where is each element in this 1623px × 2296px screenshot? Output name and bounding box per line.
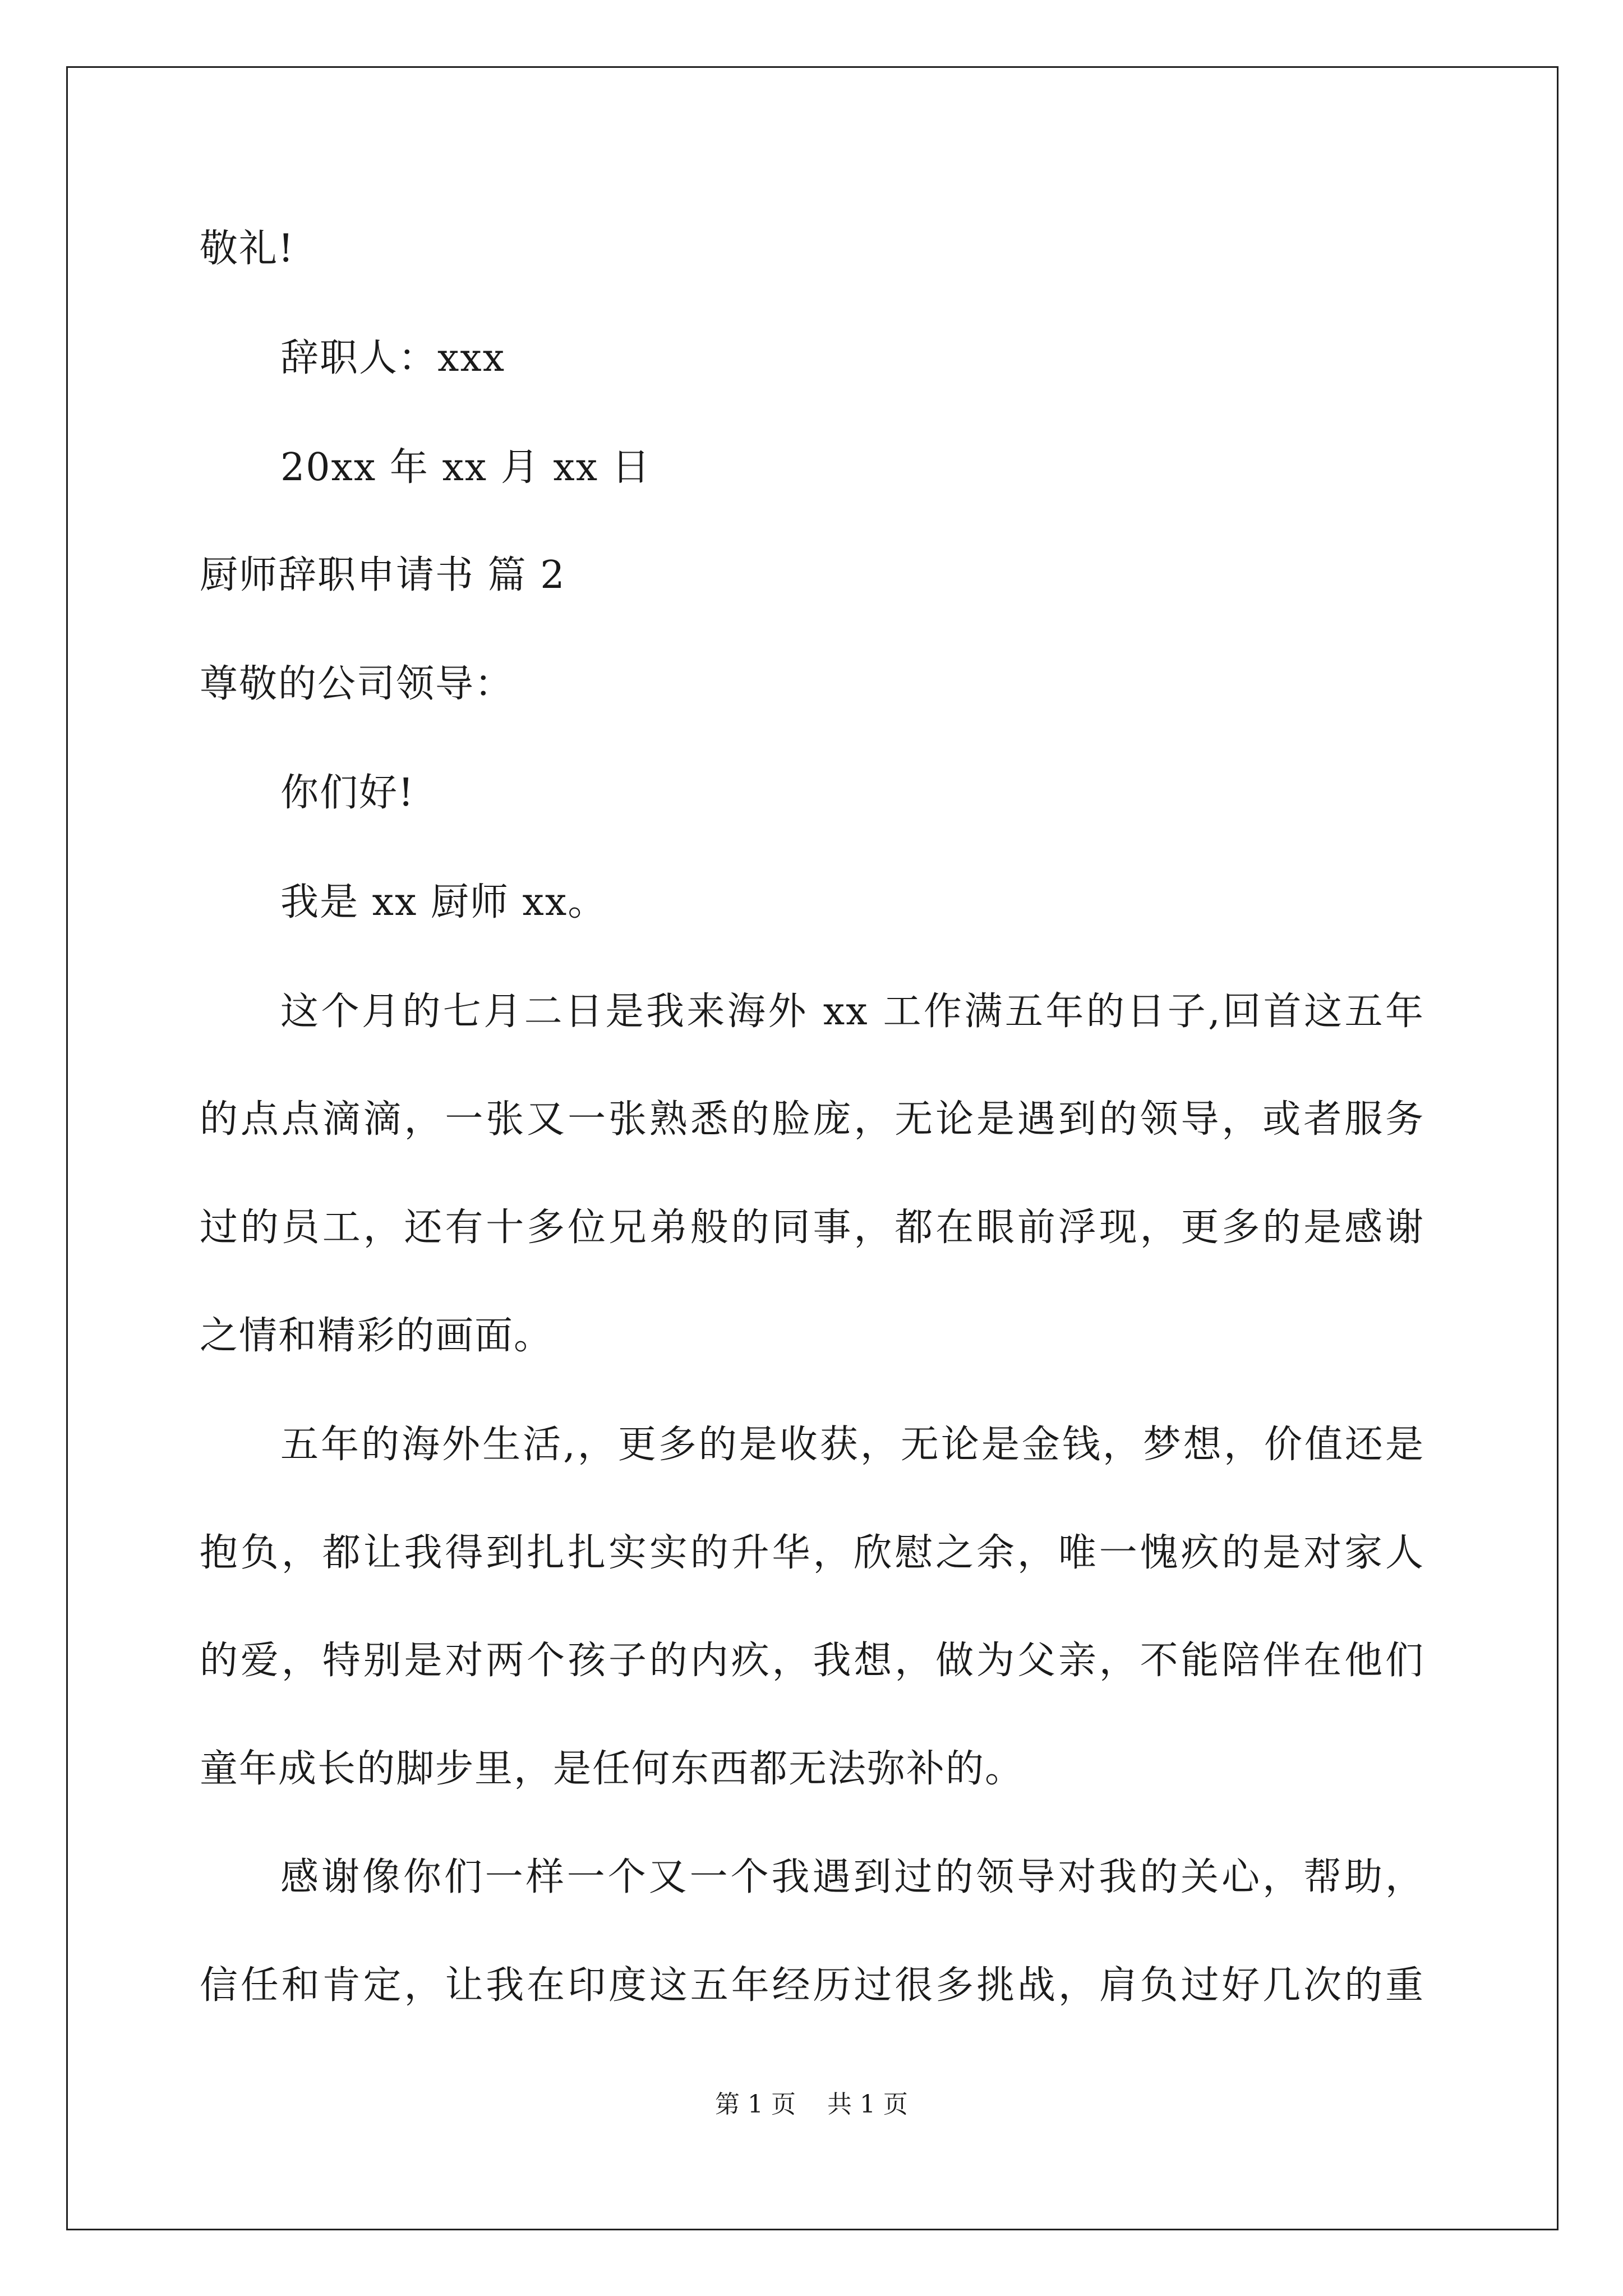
intro-line: 我是 xx 厨师 xx。: [280, 880, 607, 924]
paragraph-1-line-4: 之情和精彩的画面。: [200, 1314, 554, 1358]
page-footer: 第 1 页 共 1 页: [715, 2090, 908, 2119]
closing-salutation: 敬礼!: [200, 227, 295, 271]
paragraph-3-line-2: 信任和肯定，让我在印度这五年经历过很多挑战，肩负过好几次的重: [200, 1963, 1424, 2008]
paragraph-2-line-2: 抱负，都让我得到扎扎实实的升华，欣慰之余，唯一愧疚的是对家人: [200, 1531, 1424, 1575]
paragraph-2-line-1: 五年的海外生活,，更多的是收获，无论是金钱，梦想，价值还是: [280, 1423, 1424, 1467]
page-border: [66, 66, 1559, 2230]
paragraph-1-line-2: 的点点滴滴，一张又一张熟悉的脸庞，无论是遇到的领导，或者服务: [200, 1097, 1424, 1142]
paragraph-3-line-1: 感谢像你们一样一个又一个我遇到过的领导对我的关心，帮助，: [280, 1855, 1424, 1899]
date-line: 20xx 年 xx 月 xx 日: [280, 445, 651, 490]
paragraph-2-line-4: 童年成长的脚步里，是任何东西都无法弥补的。: [200, 1747, 1025, 1791]
section-heading: 厨师辞职申请书 篇 2: [200, 553, 566, 597]
greeting-recipient: 尊敬的公司领导：: [200, 662, 514, 706]
paragraph-1-line-3: 过的员工，还有十多位兄弟般的同事，都在眼前浮现，更多的是感谢: [200, 1205, 1424, 1250]
greeting-line: 你们好!: [280, 771, 415, 815]
signer-line: 辞职人：xxx: [280, 336, 506, 380]
paragraph-1-line-1: 这个月的七月二日是我来海外 xx 工作满五年的日子,回首这五年: [280, 990, 1424, 1034]
paragraph-2-line-3: 的爱，特别是对两个孩子的内疚，我想，做为父亲，不能陪伴在他们: [200, 1639, 1424, 1683]
